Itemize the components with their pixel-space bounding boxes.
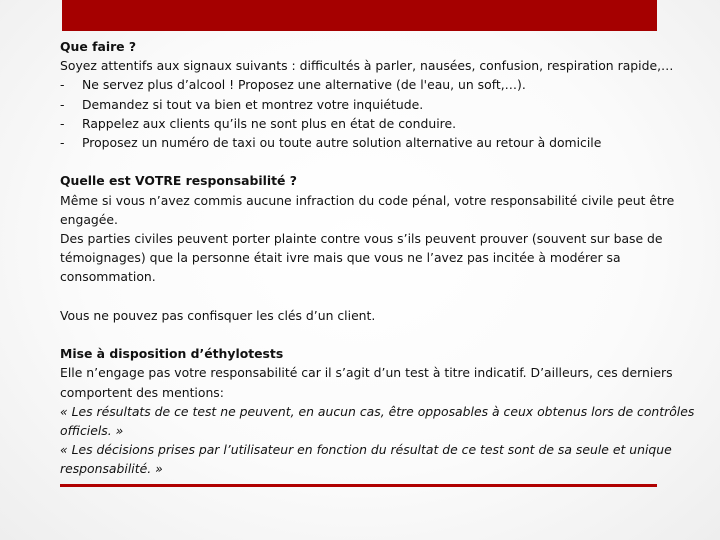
bullet-dash: -: [60, 96, 65, 112]
list-item: [60, 114, 700, 133]
list-item-text: Proposez un numéro de taxi ou toute autre solution alternative au retour à domicile: [82, 135, 602, 151]
responsibility-paragraph-1: Même si vous n’avez commis aucune infraction du code pénal, votre responsabilité civile peut être engagée.: [60, 192, 675, 227]
quote-2: « Les décisions prises par l’utilisateur en fonction du résultat de ce test sont de sa seule et unique responsabilité. »: [60, 442, 672, 477]
section-title-responsabilite: Quelle est VOTRE responsabilité ?: [60, 173, 297, 189]
signals-intro: Soyez attentifs aux signaux suivants : difficultés à parler, nausées, confusion, respiration rapide,…: [60, 58, 674, 74]
bullet-dash: -: [60, 77, 65, 93]
top-accent-bar: [62, 0, 657, 31]
bottom-accent-rule: [60, 484, 657, 487]
bullet-dash: -: [60, 135, 65, 151]
slide-content: [60, 37, 700, 479]
ethylotests-paragraph: Elle n’engage pas votre responsabilité car il s’agit d’un test à titre indicatif. D’ailleurs, ces derniers comportent des mentions:: [60, 365, 673, 400]
list-item-text: Demandez si tout va bien et montrez votre inquiétude.: [82, 96, 424, 112]
bullet-dash: -: [60, 115, 65, 131]
list-item: [60, 95, 700, 114]
responsibility-paragraph-2: Des parties civiles peuvent porter plainte contre vous s’ils peuvent prouver (souvent sur base de témoignages) que la personne était ivre mais que vous ne l’avez pas incitée à modérer sa consommation.: [60, 231, 663, 285]
section-title-ethylotests: Mise à disposition d’éthylotests: [60, 346, 284, 362]
responsibility-paragraph-3: Vous ne pouvez pas confisquer les clés d’un client.: [60, 307, 376, 323]
list-item-text: Ne servez plus d’alcool ! Proposez une alternative (de l'eau, un soft,…).: [82, 77, 526, 93]
list-item: [60, 133, 700, 152]
list-item: [60, 75, 700, 94]
section-title-que-faire: Que faire ?: [60, 39, 137, 54]
list-item-text: Rappelez aux clients qu’ils ne sont plus en état de conduire.: [82, 115, 457, 131]
quote-1: « Les résultats de ce test ne peuvent, en aucun cas, être opposables à ceux obtenus lors de contrôles officiels. »: [60, 403, 695, 439]
